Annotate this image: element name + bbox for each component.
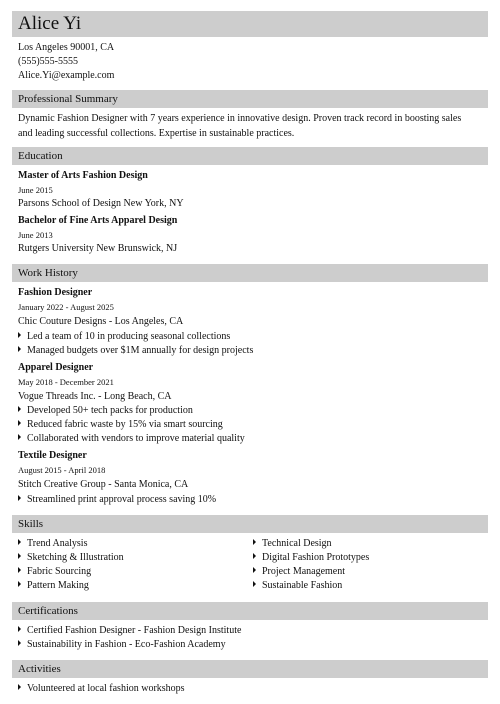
skill-item xyxy=(18,565,91,579)
section-header-summary xyxy=(12,90,488,108)
job-title: Textile Designer xyxy=(18,450,87,461)
bullet-text: Reduced fabric waste by 15% via smart sourcing xyxy=(27,419,223,430)
activity-item-cut-off xyxy=(18,682,185,696)
bullet-icon xyxy=(18,539,21,545)
certification-text: Certified Fashion Designer - Fashion Design Institute xyxy=(27,625,242,636)
job-title: Fashion Designer xyxy=(18,287,93,298)
skill-text: Sketching & Illustration xyxy=(27,552,124,563)
job-bullet xyxy=(18,344,253,358)
bullet-icon xyxy=(253,581,256,587)
bullet-icon xyxy=(18,626,21,632)
bullet-icon xyxy=(18,434,21,440)
skill-text: Fabric Sourcing xyxy=(27,566,92,577)
section-title: Certifications xyxy=(18,605,78,617)
bullet-icon xyxy=(18,640,21,646)
bullet-icon xyxy=(18,495,21,501)
job-bullet xyxy=(18,432,245,446)
job-bullet xyxy=(18,493,216,507)
skill-text: Project Management xyxy=(262,566,346,577)
summary-text: Dynamic Fashion Designer with 7 years experience in innovative design. Proven track record in boosting sales and leading successful collections. Expertise in sustainable practices. xyxy=(18,113,462,139)
job-company: Vogue Threads Inc. - Long Beach, CA xyxy=(18,391,172,402)
contact-email: Alice.Yi@example.com xyxy=(18,70,115,81)
bullet-icon xyxy=(18,684,21,690)
certification-text: Sustainability in Fashion - Eco-Fashion Academy xyxy=(27,639,226,650)
bullet-icon xyxy=(18,346,21,352)
skill-item xyxy=(253,537,332,551)
bullet-icon xyxy=(18,553,21,559)
bullet-icon xyxy=(18,406,21,412)
skill-item xyxy=(18,537,87,551)
skill-text: Digital Fashion Prototypes xyxy=(262,552,370,563)
job-dates: August 2015 - April 2018 xyxy=(18,465,106,475)
activity-text: Volunteered at local fashion workshops xyxy=(27,683,185,694)
section-header-work-history xyxy=(12,264,488,282)
certification-item xyxy=(18,638,226,652)
candidate-name: Alice Yi xyxy=(18,13,82,34)
certification-item xyxy=(18,624,241,638)
bullet-icon xyxy=(253,567,256,573)
education-degree: Bachelor of Fine Arts Apparel Design xyxy=(18,215,178,226)
education-school: Parsons School of Design New York, NY xyxy=(18,198,184,209)
contact-address: Los Angeles 90001, CA xyxy=(18,42,115,53)
name-header xyxy=(12,11,488,37)
bullet-text: Led a team of 10 in producing seasonal collections xyxy=(27,331,231,342)
section-header-education xyxy=(12,147,488,165)
job-company: Chic Couture Designs - Los Angeles, CA xyxy=(18,316,184,327)
education-date: June 2013 xyxy=(18,230,53,240)
bullet-text: Collaborated with vendors to improve material quality xyxy=(27,433,245,444)
section-title: Skills xyxy=(18,518,44,530)
bullet-icon xyxy=(18,420,21,426)
job-bullet xyxy=(18,330,230,344)
education-date: June 2015 xyxy=(18,185,53,195)
skill-text: Trend Analysis xyxy=(27,538,88,549)
contact-phone: (555)555-5555 xyxy=(18,56,78,67)
section-header-skills xyxy=(12,515,488,533)
job-dates: May 2018 - December 2021 xyxy=(18,377,114,387)
job-bullet xyxy=(18,404,193,418)
section-title: Education xyxy=(18,150,63,162)
bullet-icon xyxy=(18,332,21,338)
skill-text: Technical Design xyxy=(262,538,332,549)
section-title: Activities xyxy=(18,663,61,675)
skill-text: Sustainable Fashion xyxy=(262,580,343,591)
section-title: Professional Summary xyxy=(18,93,118,105)
bullet-text: Developed 50+ tech packs for production xyxy=(27,405,193,416)
bullet-icon xyxy=(253,539,256,545)
job-bullet xyxy=(18,418,223,432)
skill-item xyxy=(18,579,89,593)
section-header-activities xyxy=(12,660,488,678)
skill-text: Pattern Making xyxy=(27,580,89,591)
section-title: Work History xyxy=(18,267,78,279)
bullet-text: Streamlined print approval process saving 10% xyxy=(27,494,217,505)
bullet-icon xyxy=(18,581,21,587)
skill-item xyxy=(253,565,345,579)
education-degree: Master of Arts Fashion Design xyxy=(18,170,148,181)
bullet-icon xyxy=(253,553,256,559)
bullet-icon xyxy=(18,567,21,573)
education-school: Rutgers University New Brunswick, NJ xyxy=(18,243,178,254)
job-dates: January 2022 - August 2025 xyxy=(18,302,114,312)
job-company: Stitch Creative Group - Santa Monica, CA xyxy=(18,479,189,490)
skill-item xyxy=(253,551,369,565)
bullet-text: Managed budgets over $1M annually for design projects xyxy=(27,345,254,356)
skill-item xyxy=(253,579,342,593)
job-title: Apparel Designer xyxy=(18,362,94,373)
skill-item xyxy=(18,551,124,565)
section-header-certifications xyxy=(12,602,488,620)
